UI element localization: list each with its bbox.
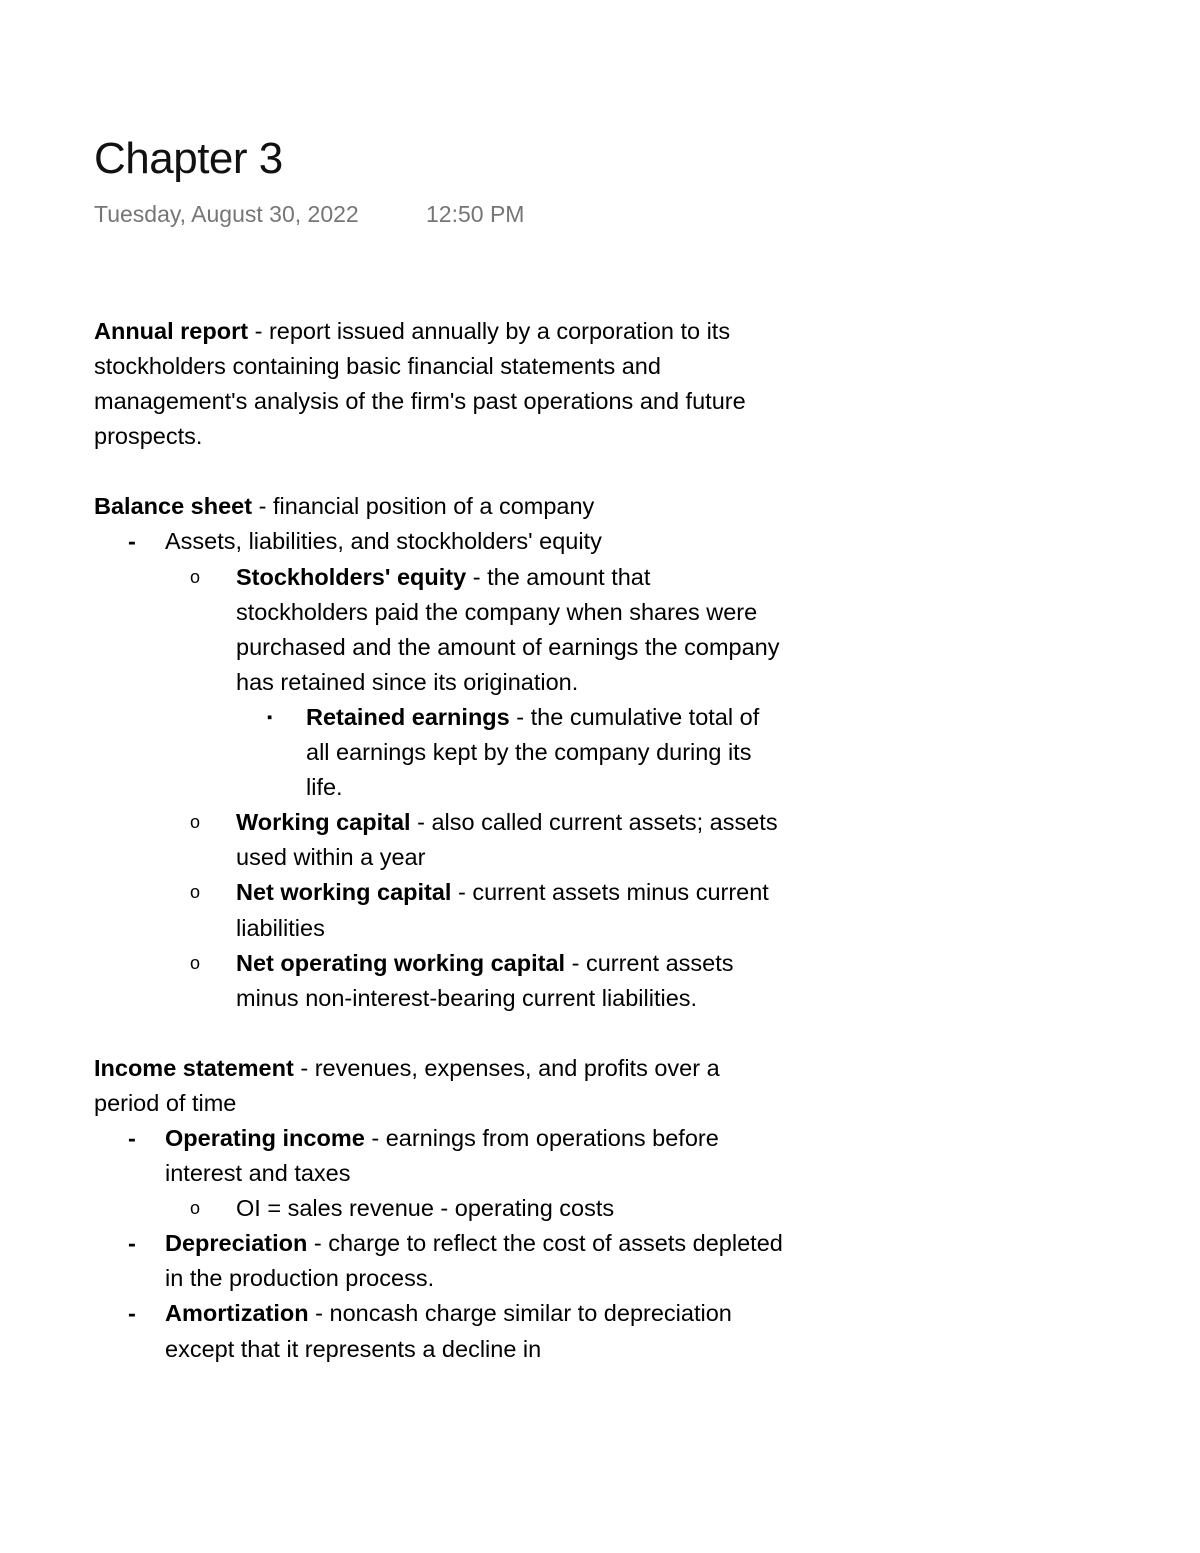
definition-annual-report: report issued annually by a corporation to its stockholders containing basic financial statements and management's analysis of the firm's past operations and future prospects. <box>94 318 746 450</box>
note-body <box>94 314 784 1367</box>
term-amortization: Amortization <box>165 1300 309 1327</box>
definition-depreciation: charge to reflect the cost of assets depleted in the production process. <box>165 1230 783 1292</box>
list-item: o Net working capital - current assets minus current liabilities <box>94 875 784 945</box>
term-retained-earnings: Retained earnings <box>306 703 510 730</box>
term-stockholders-equity: Stockholders' equity <box>236 563 467 590</box>
term-net-operating-working-capital: Net operating working capital <box>236 949 566 976</box>
note-time: 12:50 PM <box>426 201 525 227</box>
circle-bullet: o <box>190 812 201 833</box>
list-item <box>94 1191 784 1226</box>
list-item: - Operating income - earnings from operations before interest and taxes <box>94 1121 784 1191</box>
note-date: Tuesday, August 30, 2022 <box>94 201 359 227</box>
list-item: - Depreciation - charge to reflect the cost of assets depleted in the production process. <box>94 1226 784 1296</box>
term-income-statement: Income statement <box>94 1054 294 1081</box>
dash-bullet: - <box>128 1124 136 1151</box>
dash-bullet: - <box>128 528 136 555</box>
balance-sheet-paragraph: Balance sheet - financial position of a company <box>94 493 595 520</box>
definition-net-working-capital: current assets minus current liabilities <box>236 879 769 941</box>
circle-bullet: o <box>190 952 201 973</box>
term-working-capital: Working capital <box>236 809 411 836</box>
page-title: Chapter 3 <box>94 134 283 183</box>
definition-retained-earnings: the cumulative total of all earnings kept by the company during its life. <box>306 703 760 801</box>
list-item: ▪ Retained earnings - the cumulative total of all earnings kept by the company during its life. <box>94 700 784 805</box>
circle-bullet: o <box>190 1198 201 1219</box>
list-item: o Stockholders' equity - the amount that stockholders paid the company when shares were purchased and the amount of earnings the company has retained since its origination. <box>94 560 784 700</box>
annual-report-paragraph: Annual report - report issued annually by a corporation to its stockholders containing basic financial statements and management's analysis of the firm's past operations and future prospects. <box>94 318 746 450</box>
list-item-text: Assets, liabilities, and stockholders' equity <box>165 528 602 555</box>
definition-income-statement: revenues, expenses, and profits over a period of time <box>94 1054 720 1116</box>
dash-bullet: - <box>128 1230 136 1257</box>
term-operating-income: Operating income <box>165 1124 365 1151</box>
term-annual-report: Annual report <box>94 318 249 344</box>
list-item: - Amortization - noncash charge similar to depreciation except that it represents a decline in <box>94 1296 784 1366</box>
definition-balance-sheet: financial position of a company <box>272 493 595 520</box>
circle-bullet: o <box>190 882 201 903</box>
definition-net-operating-working-capital: current assets minus non-interest-bearing current liabilities. <box>236 949 734 1011</box>
definition-amortization: noncash charge similar to depreciation except that it represents a decline in <box>165 1300 732 1362</box>
list-item: o Net operating working capital - current assets minus non-interest-bearing current liabilities. <box>94 946 784 1016</box>
definition-working-capital: also called current assets; assets used within a year <box>236 809 778 871</box>
square-bullet: ▪ <box>267 708 273 726</box>
list-item: o Working capital - also called current assets; assets used within a year <box>94 805 784 875</box>
oi-formula: OI = sales revenue - operating costs <box>236 1195 615 1222</box>
spacer <box>94 1016 784 1051</box>
definition-stockholders-equity: the amount that stockholders paid the company when shares were purchased and the amount of earnings the company has retained since its origination. <box>236 563 780 695</box>
term-net-working-capital: Net working capital <box>236 879 452 906</box>
term-balance-sheet: Balance sheet <box>94 493 253 520</box>
income-statement-paragraph: Income statement - revenues, expenses, and profits over a period of time <box>94 1054 720 1116</box>
spacer <box>94 454 784 489</box>
definition-operating-income: earnings from operations before interest and taxes <box>165 1124 719 1187</box>
circle-bullet: o <box>190 566 201 587</box>
dash-bullet: - <box>128 1300 136 1327</box>
list-item <box>94 524 784 559</box>
term-depreciation: Depreciation <box>165 1230 308 1257</box>
